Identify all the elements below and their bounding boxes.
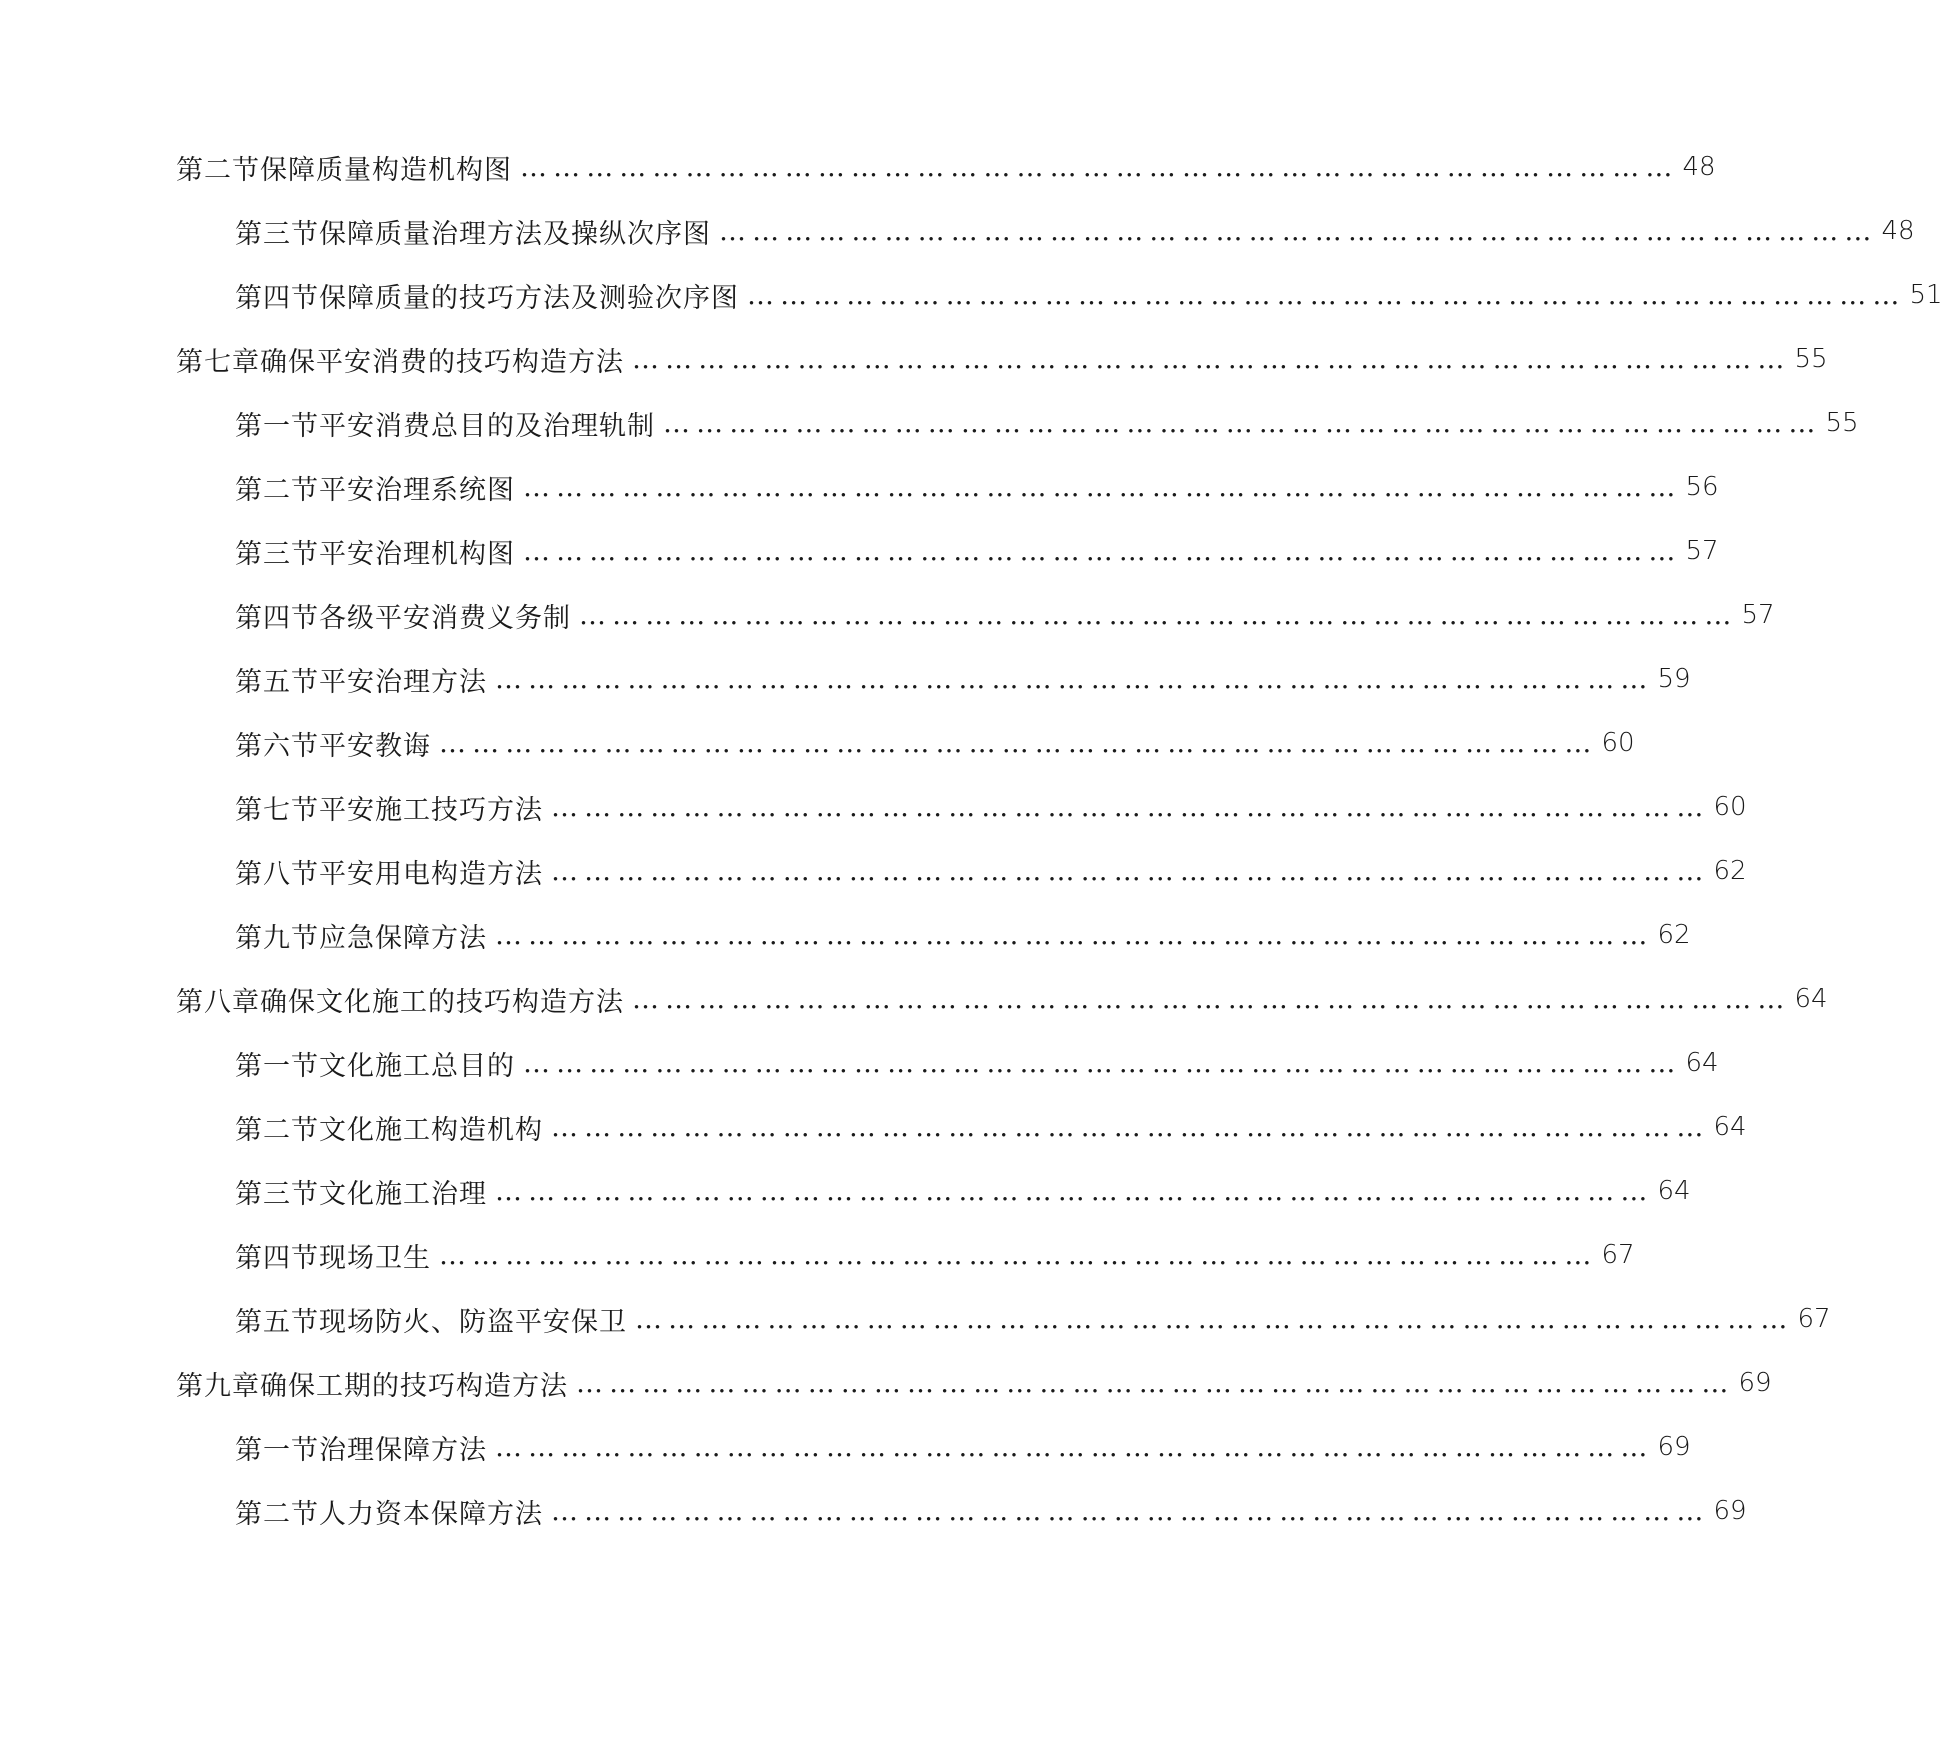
toc-entry-title: 第二节平安治理系统图 [235, 474, 515, 506]
toc-entry-title: 第一节平安消费总目的及治理轨制 [235, 410, 655, 442]
toc-page-number: 69 [1738, 1368, 1772, 1398]
toc-entry-section[interactable] [235, 1230, 1635, 1280]
toc-entry-title: 第六节平安教诲 [235, 730, 431, 762]
toc-entry-title: 第二节保障质量构造机构图 [176, 154, 512, 186]
toc-dot-leader: …………………………………………………………………………………………… [551, 855, 1710, 887]
toc-page-number: 62 [1657, 920, 1691, 950]
toc-page-number: 57 [1741, 600, 1775, 630]
toc-entry-chapter[interactable] [176, 142, 1716, 192]
toc-page-number: 64 [1657, 1176, 1691, 1206]
toc-entry-section[interactable] [235, 1102, 1747, 1152]
toc-entry-chapter[interactable] [176, 334, 1828, 384]
toc-page-number: 56 [1685, 472, 1719, 502]
toc-entry-title: 第九章确保工期的技巧构造方法 [176, 1370, 568, 1402]
toc-entry-title: 第五节平安治理方法 [235, 666, 487, 698]
toc-entry-section[interactable] [235, 1486, 1747, 1536]
toc-page-number: 59 [1657, 664, 1691, 694]
toc-page-number: 69 [1657, 1432, 1691, 1462]
toc-entry-title: 第四节现场卫生 [235, 1242, 431, 1274]
toc-page-number: 62 [1713, 856, 1747, 886]
toc-dot-leader: …………………………………………………………………………………………… [520, 151, 1679, 183]
toc-entry-section[interactable] [235, 846, 1747, 896]
toc-entry-section[interactable] [235, 206, 1915, 256]
toc-entry-title: 第三节保障质量治理方法及操纵次序图 [235, 218, 711, 250]
toc-entry-section[interactable] [235, 590, 1775, 640]
toc-entry-section[interactable] [235, 270, 1943, 320]
toc-entry-section[interactable] [235, 1422, 1691, 1472]
toc-dot-leader: …………………………………………………………………………………………… [579, 599, 1738, 631]
toc-entry-title: 第五节现场防火、防盗平安保卫 [235, 1306, 627, 1338]
toc-page-number: 64 [1685, 1048, 1719, 1078]
toc-entry-section[interactable] [235, 462, 1719, 512]
toc-entry-title: 第七章确保平安消费的技巧构造方法 [176, 346, 624, 378]
toc-dot-leader: …………………………………………………………………………………………… [523, 471, 1682, 503]
toc-entry-title: 第二节人力资本保障方法 [235, 1498, 543, 1530]
toc-entry-section[interactable] [235, 1166, 1691, 1216]
toc-dot-leader: …………………………………………………………………………………………… [663, 407, 1822, 439]
toc-dot-leader: …………………………………………………………………………………………… [495, 919, 1654, 951]
toc-entry-section[interactable] [235, 654, 1691, 704]
toc-entry-section[interactable] [235, 398, 1859, 448]
toc-page-number: 69 [1713, 1496, 1747, 1526]
toc-page-number: 55 [1794, 344, 1828, 374]
toc-entry-title: 第八章确保文化施工的技巧构造方法 [176, 986, 624, 1018]
toc-page-number: 67 [1797, 1304, 1831, 1334]
toc-dot-leader: …………………………………………………………………………………………… [635, 1303, 1794, 1335]
toc-page-number: 64 [1794, 984, 1828, 1014]
toc-entry-title: 第一节治理保障方法 [235, 1434, 487, 1466]
toc-entry-title: 第三节文化施工治理 [235, 1178, 487, 1210]
toc-dot-leader: …………………………………………………………………………………………… [439, 727, 1598, 759]
toc-dot-leader: …………………………………………………………………………………………… [495, 1175, 1654, 1207]
toc-dot-leader: …………………………………………………………………………………………… [551, 791, 1710, 823]
toc-dot-leader: …………………………………………………………………………………………… [719, 215, 1878, 247]
toc-entry-chapter[interactable] [176, 974, 1828, 1024]
toc-entry-title: 第四节保障质量的技巧方法及测验次序图 [235, 282, 739, 314]
toc-page-number: 60 [1601, 728, 1635, 758]
toc-entry-section[interactable] [235, 1038, 1719, 1088]
toc-dot-leader: …………………………………………………………………………………………… [747, 279, 1906, 311]
toc-dot-leader: …………………………………………………………………………………………… [632, 343, 1791, 375]
toc-page-number: 48 [1881, 216, 1915, 246]
toc-entry-title: 第二节文化施工构造机构 [235, 1114, 543, 1146]
toc-page-number: 51 [1909, 280, 1943, 310]
toc-entry-chapter[interactable] [176, 1358, 1772, 1408]
toc-dot-leader: …………………………………………………………………………………………… [523, 535, 1682, 567]
toc-page-number: 55 [1825, 408, 1859, 438]
toc-entry-title: 第九节应急保障方法 [235, 922, 487, 954]
toc-entry-title: 第三节平安治理机构图 [235, 538, 515, 570]
toc-entry-title: 第一节文化施工总目的 [235, 1050, 515, 1082]
toc-dot-leader: …………………………………………………………………………………………… [439, 1239, 1598, 1271]
toc-entry-title: 第四节各级平安消费义务制 [235, 602, 571, 634]
toc-entry-section[interactable] [235, 1294, 1831, 1344]
toc-entry-section[interactable] [235, 782, 1747, 832]
toc-dot-leader: …………………………………………………………………………………………… [576, 1367, 1735, 1399]
toc-page-number: 48 [1682, 152, 1716, 182]
toc-page-number: 60 [1713, 792, 1747, 822]
toc-dot-leader: …………………………………………………………………………………………… [632, 983, 1791, 1015]
toc-dot-leader: …………………………………………………………………………………………… [495, 663, 1654, 695]
toc-dot-leader: …………………………………………………………………………………………… [523, 1047, 1682, 1079]
toc-entry-section[interactable] [235, 718, 1635, 768]
toc-page-number: 64 [1713, 1112, 1747, 1142]
toc-entry-section[interactable] [235, 526, 1719, 576]
toc-dot-leader: …………………………………………………………………………………………… [551, 1495, 1710, 1527]
toc-dot-leader: …………………………………………………………………………………………… [551, 1111, 1710, 1143]
toc-entry-title: 第七节平安施工技巧方法 [235, 794, 543, 826]
toc-dot-leader: …………………………………………………………………………………………… [495, 1431, 1654, 1463]
toc-page-number: 67 [1601, 1240, 1635, 1270]
toc-entry-section[interactable] [235, 910, 1691, 960]
toc-page-number: 57 [1685, 536, 1719, 566]
toc-entry-title: 第八节平安用电构造方法 [235, 858, 543, 890]
